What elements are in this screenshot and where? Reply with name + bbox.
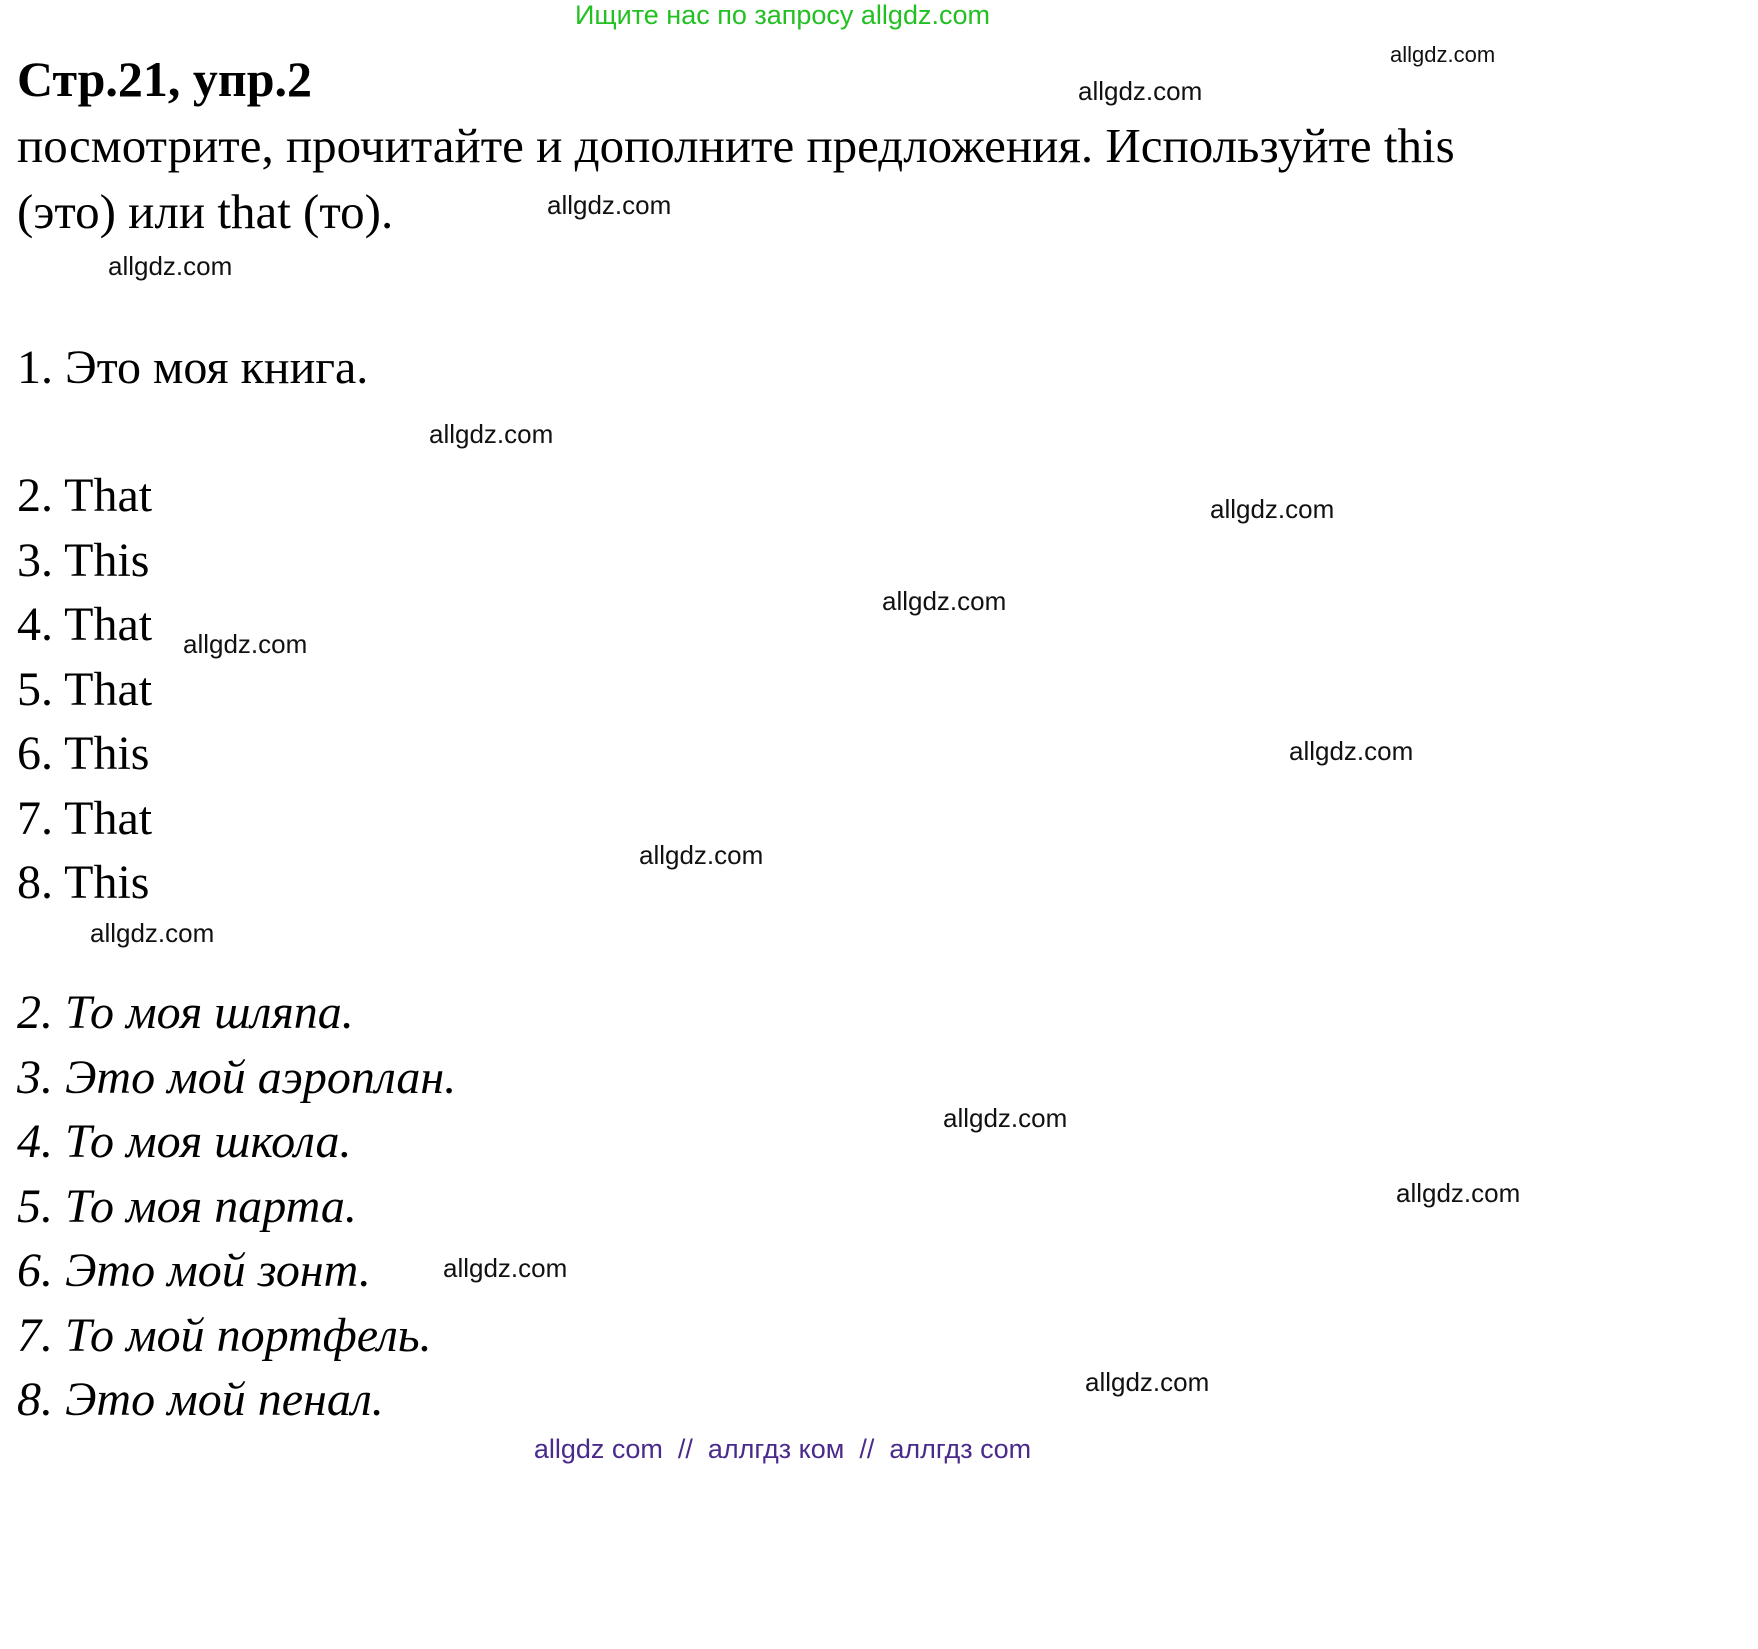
answer-item: 7. That (17, 792, 153, 845)
translation-item: 2. То моя шляпа. (17, 986, 354, 1039)
watermark: allgdz.com (429, 419, 554, 449)
translation-item: 7. То мой портфель. (17, 1309, 432, 1362)
answer-item: 8. This (17, 856, 150, 909)
watermark: allgdz.com (1390, 42, 1496, 67)
watermark: allgdz.com (90, 918, 215, 948)
watermark: allgdz.com (1396, 1178, 1521, 1208)
answer-item: 3. This (17, 534, 150, 587)
translation-item: 8. Это мой пенал. (17, 1373, 384, 1426)
page-title: Стр.21, упр.2 (17, 51, 313, 107)
watermark: allgdz.com (547, 190, 672, 220)
watermark: allgdz.com (882, 586, 1007, 616)
answer-item: 6. This (17, 727, 150, 780)
footer-links: allgdz com // аллгдз ком // аллгдз com (533, 1434, 1032, 1464)
watermark: allgdz.com (943, 1103, 1068, 1133)
watermark: allgdz.com (1210, 494, 1335, 524)
translation-item: 3. Это мой аэроплан. (17, 1051, 457, 1104)
watermark: allgdz.com (639, 840, 764, 870)
translation-item: 5. То моя парта. (17, 1180, 357, 1233)
instruction-text: посмотрите, прочитайте и дополните предложения. Используйте this (это) или that (то). (17, 118, 1455, 239)
watermark: allgdz.com (1078, 76, 1203, 106)
watermark: allgdz.com (1085, 1367, 1210, 1397)
watermark: allgdz.com (1289, 736, 1414, 766)
answer-item: 4. That (17, 598, 153, 651)
answer-item: 5. That (17, 663, 153, 716)
watermark: allgdz.com (108, 251, 233, 281)
example-sentence: 1. Это моя книга. (17, 341, 369, 394)
translation-item: 4. То моя школа. (17, 1115, 352, 1168)
answer-item: 2. That (17, 469, 153, 522)
watermark: allgdz.com (443, 1253, 568, 1283)
translation-item: 6. Это мой зонт. (17, 1244, 371, 1297)
watermark: allgdz.com (183, 629, 308, 659)
search-banner: Ищите нас по запросу allgdz.com (575, 0, 990, 30)
